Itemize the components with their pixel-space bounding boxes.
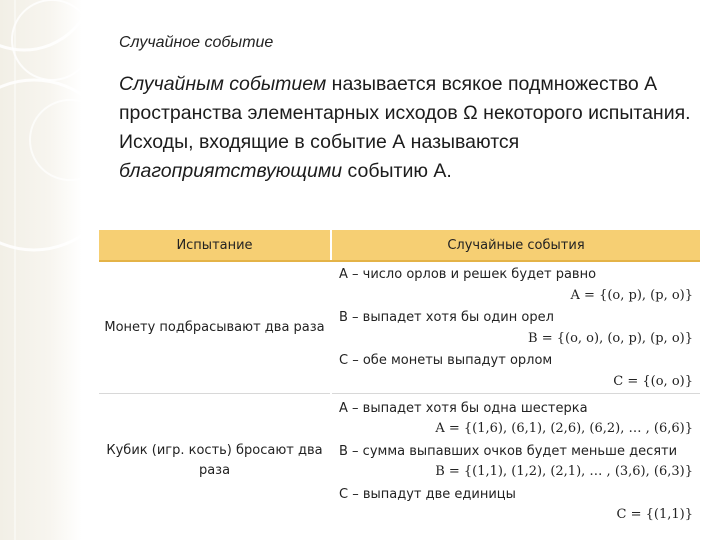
definition-text — [97, 70, 702, 186]
favorable-outcomes-paragraph — [97, 128, 702, 186]
event-description: C – выпадут две единицы — [339, 486, 516, 502]
term-random-event: Случайным событием — [119, 73, 327, 95]
events-cell — [331, 394, 700, 529]
event-set: B = {(1,1), (1,2), (2,1), … , (3,6), (6,3)} — [435, 464, 693, 479]
event-description: B – сумма выпавших очков будет меньше десяти — [339, 443, 678, 459]
table-row — [99, 394, 700, 529]
slide-title: Случайное событие — [119, 34, 274, 51]
decorative-sidebar — [0, 0, 82, 540]
experiment-cell: Кубик (игр. кость) бросают два раза — [99, 394, 331, 529]
table-row — [99, 261, 700, 394]
events-cell — [331, 261, 700, 394]
event-set: B = {(o, o), (o, p), (p, o)} — [528, 330, 693, 346]
event-set: C = {(1,1)} — [616, 507, 693, 522]
term-favorable: благоприятствующими — [119, 160, 343, 182]
event-item — [333, 306, 699, 349]
event-description: C – обе монеты выпадут орлом — [339, 353, 553, 368]
experiment-cell: Монету подбрасывают два раза — [99, 261, 331, 394]
events-table — [99, 230, 700, 528]
event-description: A – число орлов и решек будет равно — [339, 267, 597, 282]
header-experiment: Испытание — [99, 230, 331, 261]
event-item — [333, 349, 699, 392]
event-item — [333, 440, 699, 483]
event-set: C = {(o, o)} — [613, 373, 693, 389]
definition-rest: называется всякое подмножество А пространства элементарных исходов Ω некоторого испытания. — [119, 73, 691, 124]
event-set: A = {(o, p), (p, o)} — [570, 287, 693, 303]
favorable-text-start: Исходы, входящие в событие А называются — [119, 131, 520, 153]
table-header-row — [99, 230, 700, 261]
favorable-text-end: событию А. — [342, 160, 452, 182]
decorative-rings-graphic — [0, 0, 82, 540]
event-description: A – выпадет хотя бы одна шестерка — [339, 400, 588, 416]
event-description: B – выпадет хотя бы один орел — [339, 310, 554, 325]
event-item — [333, 263, 699, 306]
event-item — [333, 483, 699, 526]
event-set: A = {(1,6), (6,1), (2,6), (6,2), … , (6,6)} — [435, 421, 693, 436]
event-item — [333, 397, 699, 440]
definition-paragraph — [97, 70, 702, 128]
header-random-events: Случайные события — [331, 230, 700, 261]
